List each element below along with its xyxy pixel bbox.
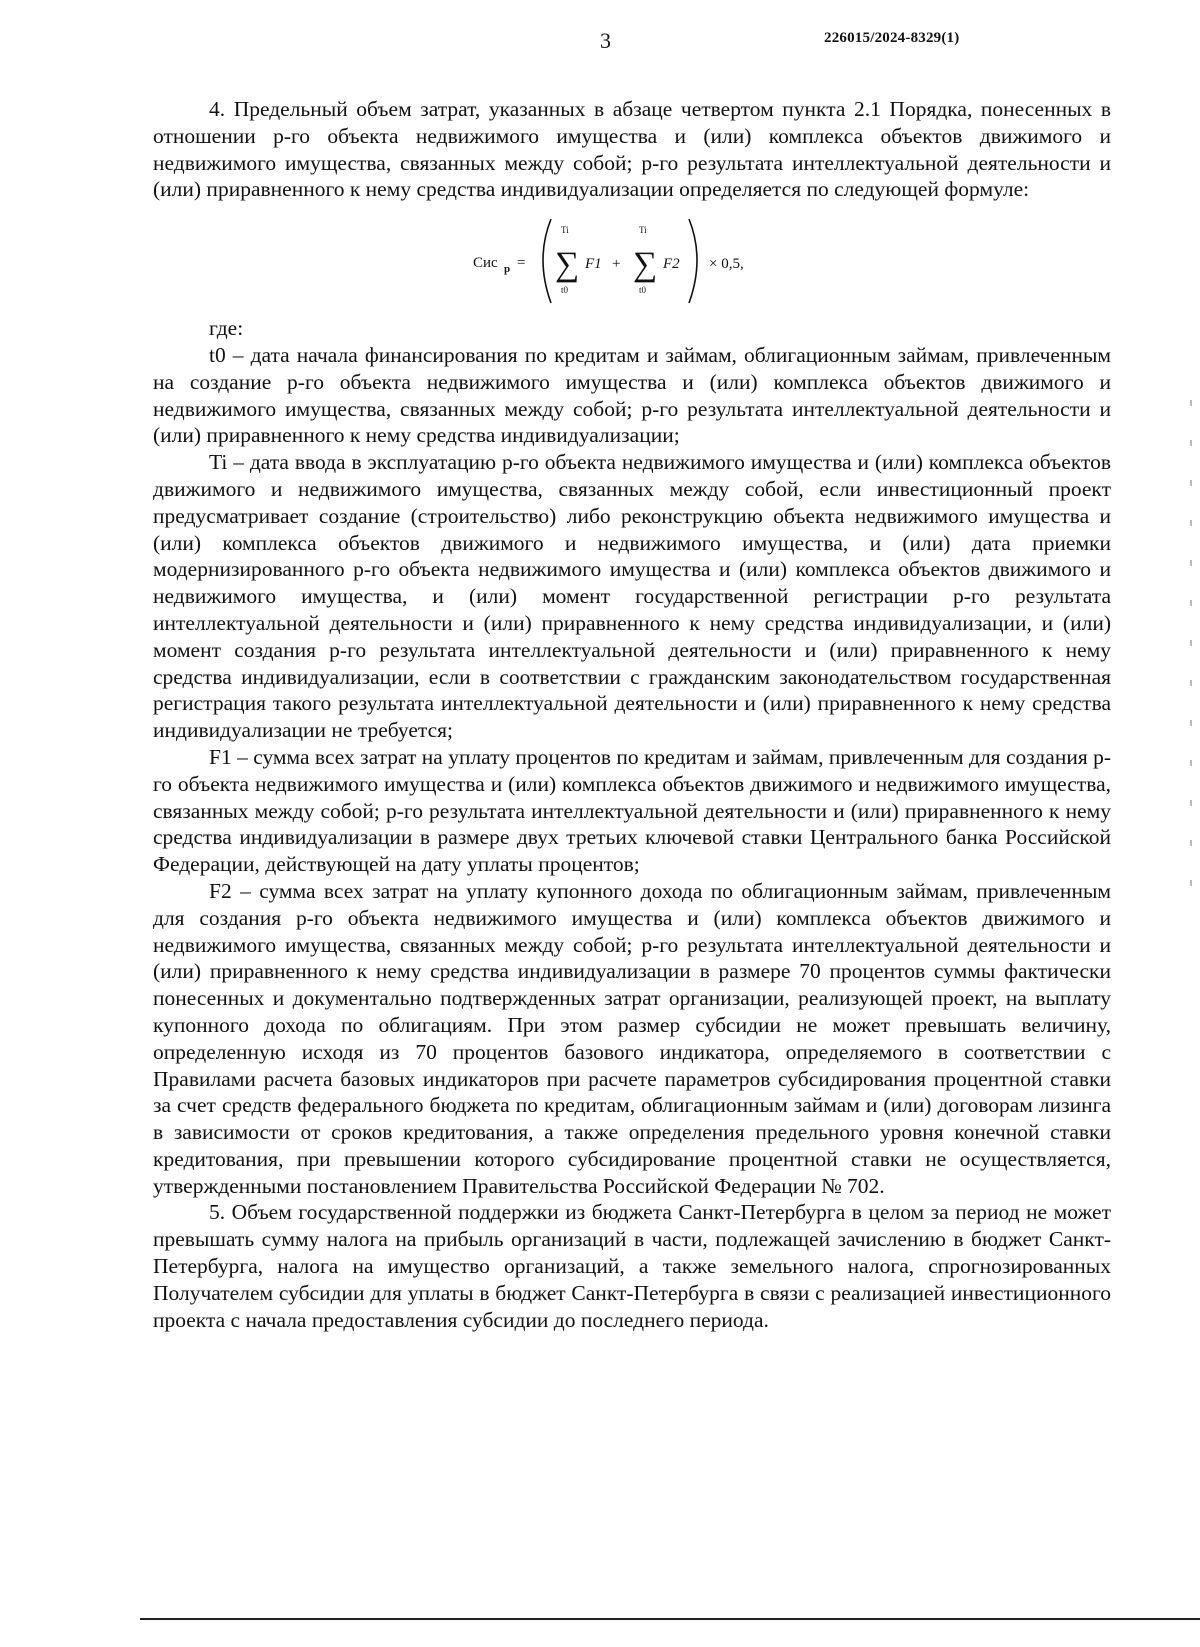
formula-sum1-upper: Ti [561,225,569,236]
formula-sum1-lower: t0 [561,285,569,296]
formula-left-paren [543,219,551,303]
formula [153,211,1111,311]
page-number: 3 [600,28,611,53]
definition-t0: t0 – дата начала финансирования по кредитам и займам, облигационным займам, привлеченным на создание р-го объекта недвижимого имущества и (или) комплекса объектов движимого и недвижимого имущества, связанных между собой; р-го результата интеллектуальной деятельности и (или) приравненного к нему средства индивидуализации; [153,342,1111,448]
formula-lhs: Сис [473,255,498,272]
document-code: 226015/2024-8329(1) [824,30,960,46]
definition-f1: F1 – сумма всех затрат на уплату процентов по кредитам и займам, привлеченным для создания р-го объекта недвижимого имущества и (или) комплекса объектов движимого и недвижимого имущества, связанных между собой; р-го результата интеллектуальной деятельности и (или) приравненного к нему средства индивидуализации в размере двух третьих ключевой ставки Центрального банка Российской Федерации, действующей на дату уплаты процентов; [153,744,1112,877]
formula-term-f2: F2 [663,256,680,273]
formula-term-f1: F1 [585,256,602,273]
definition-f2: F2 – сумма всех затрат на уплату купонного дохода по облигационным займам, привлеченным для создания р-го объекта недвижимого имущества и (или) комплекса объектов движимого и недвижимого имущества, связанных между собой; р-го результата интеллектуальной деятельности и (или) приравненного к нему средства индивидуализации в размере 70 процентов суммы фактически понесенных и документально подтвержденных затрат организации, реализующей проект, на выплату купонного дохода по облигациям. При этом размер субсидии не может превышать величину, определенную исходя из 70 процентов базового индикатора, определяемого в соответствии с Правилами расчета базовых индикаторов при расчете параметров субсидирования процентной ставки за счет средств федерального бюджета по кредитам, облигационным займам и (или) договорам лизинга в зависимости от сроков кредитования, а также определения предельного уровня конечной ставки кредитования, при превышении которого субсидирование процентной ставки не осуществляется, утвержденными постановлением Правительства Российской Федерации № 702. [153,878,1111,1198]
scan-margin-marks [1190,400,1192,900]
formula-graphic [473,211,803,311]
formula-right-paren [689,219,697,303]
definition-ti: Ti – дата ввода в эксплуатацию р-го объекта недвижимого имущества и (или) комплекса объектов движимого и недвижимого имущества, связанных между собой, если инвестиционный проект предусматривает создание (строительство) либо реконструкцию объекта недвижимого имущества и (или) комплекса объектов движимого и недвижимого имущества, и (или) дата приемки модернизированного р-го объекта недвижимого имущества и (или) комплекса объектов движимого и недвижимого имущества, и (или) момент государственной регистрации р-го результата интеллектуальной деятельности и (или) приравненного к нему средства индивидуализации, и (или) момент создания р-го результата интеллектуальной деятельности и (или) приравненного к нему средства индивидуализации, если в соответствии с гражданским законодательством государственная регистрация такого результата интеллектуальной деятельности и (или) приравненного к нему средства индивидуализации не требуется; [153,450,1111,743]
formula-sum2-upper: Ti [639,225,647,236]
formula-sum1-sigma: ∑ [555,246,580,284]
paragraph-5: 5. Объем государственной поддержки из бюджета Санкт-Петербурга в целом за период не может превышать сумму налога на прибыль организаций в части, подлежащей зачислению в бюджет Санкт-Петербурга, налога на имущество организаций, а также земельного налога, спрогнозированных Получателем субсидии для уплаты в бюджет Санкт-Петербурга в связи с реализацией инвестиционного проекта с начала предоставления субсидии до последнего периода. [153,1200,1111,1332]
formula-sum2-lower: t0 [639,285,647,296]
formula-equals: = [517,255,526,272]
where-label: где: [209,316,244,341]
document-body [153,96,1111,1333]
formula-lhs-subscript: р [504,263,511,276]
paragraph-4: 4. Предельный объем затрат, указанных в абзаце четвертом пункта 2.1 Порядка, понесенных в отношении р-го объекта недвижимого имущества и (или) комплекса объектов движимого и недвижимого имущества, связанных между собой; р-го результата интеллектуальной деятельности и (или) приравненного к нему средства индивидуализации определяется по следующей формуле: [153,97,1111,202]
formula-sum2-sigma: ∑ [633,246,658,284]
formula-plus: + [612,256,621,273]
scan-bottom-edge [140,1618,1200,1620]
formula-tail: × 0,5, [709,256,744,273]
